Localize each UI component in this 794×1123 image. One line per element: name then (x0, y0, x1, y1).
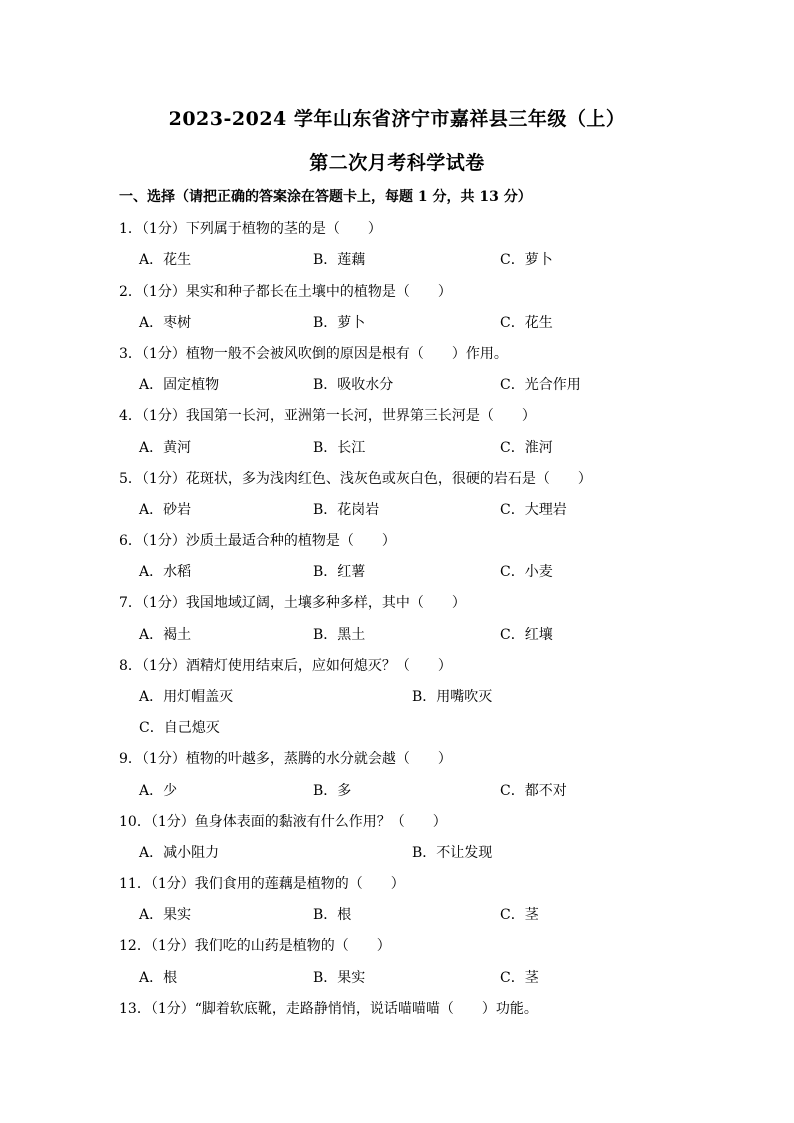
q6-option-a: A．水稻 (139, 564, 192, 580)
question-1: 1．（1分）下列属于植物的茎的是（ ） (119, 221, 382, 237)
q7-option-b: B．黑土 (313, 627, 366, 643)
q12-option-a: A．根 (139, 970, 178, 986)
q8-option-c: C．自己熄灭 (139, 720, 220, 736)
q3-option-b: B．吸收水分 (313, 377, 394, 393)
q12-option-c: C．茎 (500, 970, 539, 986)
exam-title-line2: 第二次月考科学试卷 (309, 152, 485, 174)
q3-option-a: A．固定植物 (139, 377, 220, 393)
q6-option-c: C．小麦 (500, 564, 553, 580)
q11-option-a: A．果实 (139, 907, 192, 923)
question-12: 12．（1分）我们吃的山药是植物的（ ） (119, 938, 391, 954)
question-6: 6．（1分）沙质土最适合种的植物是（ ） (119, 533, 396, 549)
q10-option-b: B．不让发现 (412, 845, 493, 861)
q10-option-a: A．减小阻力 (139, 845, 220, 861)
q9-option-c: C．都不对 (500, 783, 567, 799)
q7-option-a: A．褐土 (139, 627, 192, 643)
q1-option-c: C．萝卜 (500, 252, 553, 268)
exam-title-line1: 2023-2024 学年山东省济宁市嘉祥县三年级（上） (168, 108, 626, 130)
q8-option-b: B．用嘴吹灭 (412, 689, 493, 705)
q2-option-c: C．花生 (500, 315, 553, 331)
q4-option-b: B．长江 (313, 440, 366, 456)
q9-option-b: B．多 (313, 783, 352, 799)
q11-option-c: C．茎 (500, 907, 539, 923)
q5-option-a: A．砂岩 (139, 502, 192, 518)
q4-option-c: C．淮河 (500, 440, 553, 456)
section-heading: 一、选择（请把正确的答案涂在答题卡上，每题 1 分，共 13 分） (119, 189, 532, 205)
question-9: 9．（1分）植物的叶越多，蒸腾的水分就会越（ ） (119, 751, 452, 767)
q9-option-a: A．少 (139, 783, 178, 799)
question-2: 2．（1分）果实和种子都长在土壤中的植物是（ ） (119, 284, 452, 300)
question-7: 7．（1分）我国地域辽阔，土壤多种多样，其中（ ） (119, 595, 466, 611)
q1-option-a: A．花生 (139, 252, 192, 268)
question-10: 10．（1分）鱼身体表面的黏液有什么作用？（ ） (119, 814, 447, 830)
question-4: 4．（1分）我国第一长河，亚洲第一长河，世界第三长河是（ ） (119, 408, 536, 424)
q2-option-b: B．萝卜 (313, 315, 366, 331)
question-11: 11．（1分）我们食用的莲藕是植物的（ ） (119, 876, 405, 892)
q2-option-a: A．枣树 (139, 315, 192, 331)
q7-option-c: C．红壤 (500, 627, 553, 643)
q6-option-b: B．红薯 (313, 564, 366, 580)
q1-option-b: B．莲藕 (313, 252, 366, 268)
q4-option-a: A．黄河 (139, 440, 192, 456)
q5-option-b: B．花岗岩 (313, 502, 380, 518)
q8-option-a: A．用灯帽盖灭 (139, 689, 234, 705)
q12-option-b: B．果实 (313, 970, 366, 986)
question-3: 3．（1分）植物一般不会被风吹倒的原因是根有（ ）作用。 (119, 346, 508, 362)
q11-option-b: B．根 (313, 907, 352, 923)
question-8: 8．（1分）酒精灯使用结束后，应如何熄灭？（ ） (119, 658, 452, 674)
q3-option-c: C．光合作用 (500, 377, 581, 393)
q5-option-c: C．大理岩 (500, 502, 567, 518)
question-5: 5．（1分）花斑状，多为浅肉红色、浅灰色或灰白色，很硬的岩石是（ ） (119, 471, 592, 487)
question-13: 13．（1分）“脚着软底靴，走路静悄悄，说话喵喵喵（ ）功能。 (119, 1001, 538, 1017)
